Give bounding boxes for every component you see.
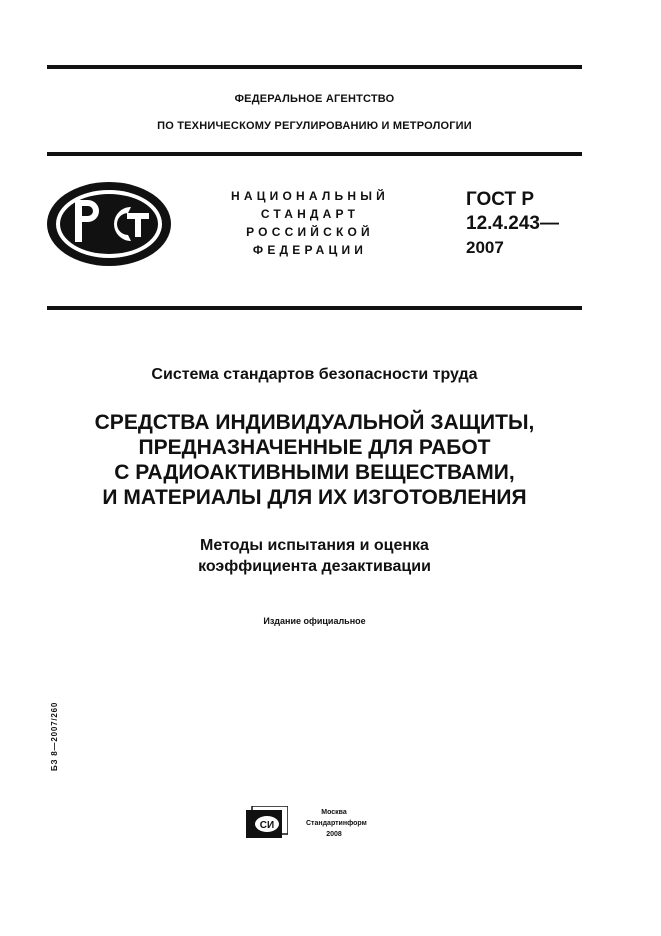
publisher-city: Москва [321,809,347,816]
gost-label: ГОСТ Р [466,189,535,210]
series-title: Система стандартов безопасности труда [151,366,478,383]
svg-text:СИ: СИ [259,820,275,831]
title-line-4: И МАТЕРИАЛЫ ДЛЯ ИХ ИЗГОТОВЛЕНИЯ [102,486,527,509]
header-rule [47,152,582,156]
gost-number: 12.4.243— [466,213,559,234]
publisher-year: 2008 [326,831,342,838]
publisher-name: Стандартинформ [306,820,367,827]
agency-line-1: ФЕДЕРАЛЬНОЕ АГЕНТСТВО [234,93,395,105]
national-line-3: РОССИЙСКОЙ [246,225,374,239]
edition-note: Издание официальное [263,616,366,626]
national-line-1: НАЦИОНАЛЬНЫЙ [230,189,390,203]
title-line-3: С РАДИОАКТИВНЫМИ ВЕЩЕСТВАМИ, [114,461,515,484]
band-rule [47,306,582,310]
national-line-2: СТАНДАРТ [260,207,360,221]
rst-emblem-icon [45,180,173,268]
subtitle-line-1: Методы испытания и оценка [200,537,429,554]
title-line-1: СРЕДСТВА ИНДИВИДУАЛЬНОЙ ЗАЩИТЫ, [94,411,535,434]
agency-line-2: ПО ТЕХНИЧЕСКОМУ РЕГУЛИРОВАНИЮ И МЕТРОЛОГИИ [157,120,472,132]
top-rule [47,65,582,69]
gost-year: 2007 [466,238,504,257]
subtitle-line-2: коэффициента дезактивации [198,558,431,575]
side-registration-note: БЗ 8—2007/260 [50,701,59,771]
title-line-2: ПРЕДНАЗНАЧЕННЫЕ ДЛЯ РАБОТ [138,436,491,459]
standartinform-logo-icon [246,806,288,838]
national-line-4: ФЕДЕРАЦИИ [252,243,368,257]
